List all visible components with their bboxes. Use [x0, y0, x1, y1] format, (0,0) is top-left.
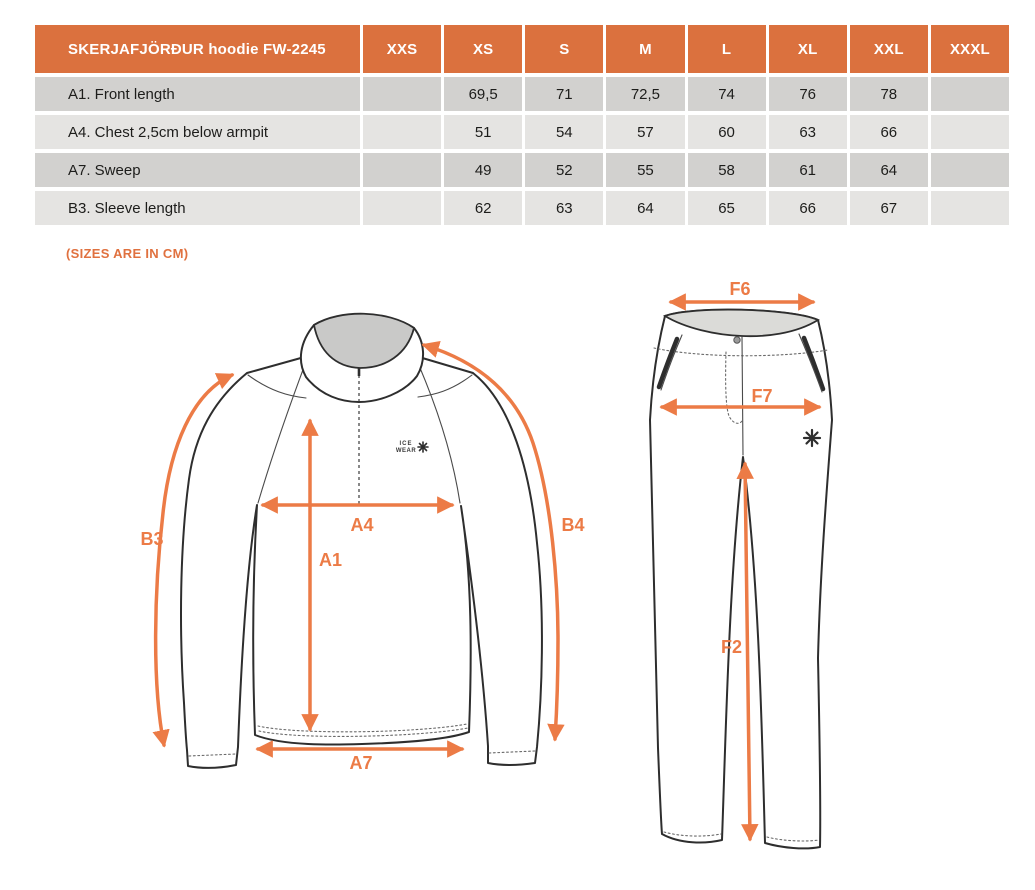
measure-label-a1: A1	[319, 550, 343, 570]
row-label-chest: A4. Chest 2,5cm below armpit	[35, 115, 360, 149]
size-table	[35, 25, 1009, 225]
measure-label-a4: A4	[350, 515, 374, 535]
table-header-xxs: XXS	[363, 25, 441, 73]
table-cell: 61	[769, 153, 847, 187]
table-cell	[931, 115, 1009, 149]
table-cell: 63	[769, 115, 847, 149]
table-cell: 69,5	[444, 77, 522, 111]
table-header-l: L	[688, 25, 766, 73]
hoodie-body-outline	[181, 356, 542, 768]
table-cell: 63	[525, 191, 603, 225]
table-header-m: M	[606, 25, 684, 73]
table-header-xs: XS	[444, 25, 522, 73]
hoodie-measurement-diagram	[128, 295, 598, 790]
table-cell: 67	[850, 191, 928, 225]
table-cell: 55	[606, 153, 684, 187]
table-cell: 78	[850, 77, 928, 111]
table-cell	[931, 77, 1009, 111]
table-cell: 72,5	[606, 77, 684, 111]
table-cell: 64	[606, 191, 684, 225]
table-cell: 58	[688, 153, 766, 187]
table-cell: 62	[444, 191, 522, 225]
pants-body-outline	[650, 310, 832, 849]
table-cell: 66	[850, 115, 928, 149]
brand-logo-text: ICE	[399, 441, 413, 447]
waist-button	[734, 337, 740, 343]
row-label-sleeve-length: B3. Sleeve length	[35, 191, 360, 225]
table-cell	[363, 191, 441, 225]
table-cell	[931, 191, 1009, 225]
table-cell	[931, 153, 1009, 187]
table-cell: 76	[769, 77, 847, 111]
table-header-xl: XL	[769, 25, 847, 73]
measure-label-b4: B4	[561, 515, 585, 535]
table-header-xxxl: XXXL	[931, 25, 1009, 73]
table-cell: 71	[525, 77, 603, 111]
measure-label-a7: A7	[349, 753, 373, 773]
measure-label-f2: F2	[720, 637, 742, 657]
table-cell: 49	[444, 153, 522, 187]
table-cell: 54	[525, 115, 603, 149]
measure-label-b3: B3	[140, 529, 164, 549]
row-label-front-length: A1. Front length	[35, 77, 360, 111]
table-cell: 64	[850, 153, 928, 187]
table-cell: 74	[688, 77, 766, 111]
row-label-sweep: A7. Sweep	[35, 153, 360, 187]
sizes-unit-note: (SIZES ARE IN CM)	[66, 246, 189, 261]
table-cell: 57	[606, 115, 684, 149]
table-cell: 65	[688, 191, 766, 225]
table-header-xxl: XXL	[850, 25, 928, 73]
table-header-s: S	[525, 25, 603, 73]
table-cell	[363, 115, 441, 149]
table-cell: 52	[525, 153, 603, 187]
table-cell: 60	[688, 115, 766, 149]
table-cell: 66	[769, 191, 847, 225]
table-header-product: SKERJAFJÖRÐUR hoodie FW-2245	[35, 25, 360, 73]
measure-label-f7: F7	[751, 386, 773, 406]
pants-measurement-diagram	[630, 278, 890, 870]
snowflake-icon	[418, 442, 428, 452]
table-cell: 51	[444, 115, 522, 149]
table-cell	[363, 153, 441, 187]
snowflake-icon	[804, 430, 820, 446]
measure-label-f6: F6	[729, 279, 751, 299]
table-cell	[363, 77, 441, 111]
brand-logo-text: WEAR	[395, 448, 417, 454]
